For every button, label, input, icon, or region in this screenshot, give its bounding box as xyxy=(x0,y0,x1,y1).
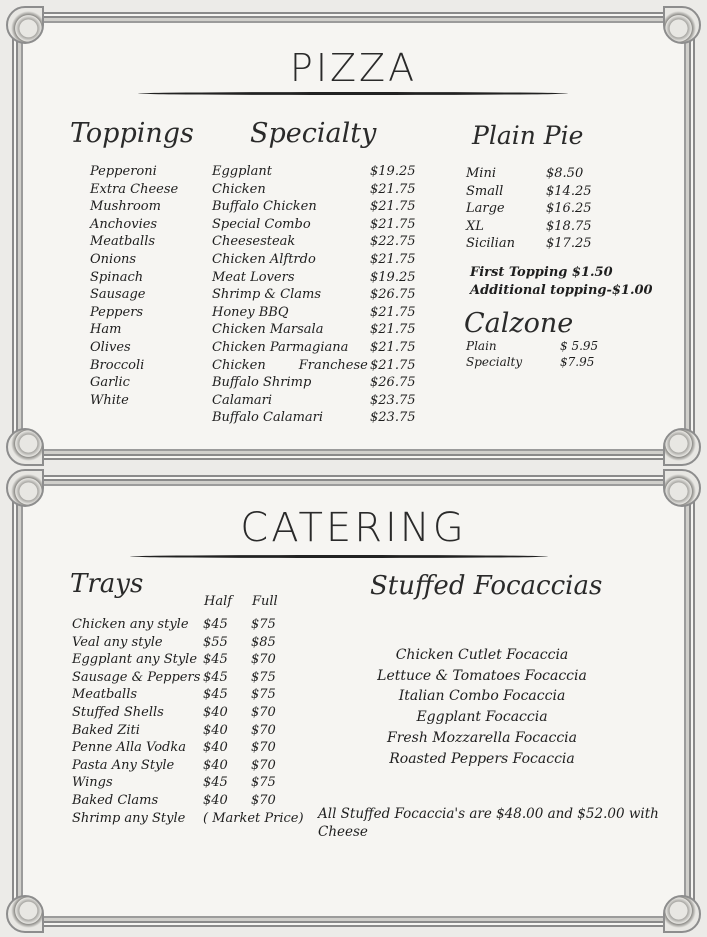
topping-item: Olives xyxy=(90,339,131,355)
corner-ornament xyxy=(6,469,44,507)
tray-full-price: $70 xyxy=(251,704,276,720)
specialty-item xyxy=(212,286,416,304)
calzone-type: Specialty xyxy=(466,355,523,369)
specialty-price: $19.25 xyxy=(370,269,416,285)
specialty-name: Eggplant xyxy=(212,164,272,179)
tray-name: Sausage & Peppers xyxy=(72,669,201,685)
focaccias-heading: Stuffed Focaccias xyxy=(370,571,603,601)
corner-ornament xyxy=(6,6,44,44)
full-label: Full xyxy=(252,594,278,609)
specialty-price: $23.75 xyxy=(370,392,416,408)
focaccia-item: Fresh Mozzarella Focaccia xyxy=(386,729,577,746)
tray-item xyxy=(72,634,304,652)
specialty-item xyxy=(212,233,416,251)
topping-item: Mushroom xyxy=(90,199,161,215)
plain-pie-item xyxy=(466,165,592,183)
specialty-item xyxy=(212,409,416,427)
corner-ornament xyxy=(663,469,701,507)
tray-half-price: $40 xyxy=(203,740,228,756)
focaccia-item: Italian Combo Focaccia xyxy=(398,688,566,705)
tray-full-price: $75 xyxy=(251,669,276,685)
pizza-title: PIZZA xyxy=(289,46,418,90)
specialty-price: $21.75 xyxy=(370,216,416,232)
plain-pie-size: Large xyxy=(466,201,505,217)
specialty-name: Meat Lovers xyxy=(212,269,295,285)
specialty-item xyxy=(212,163,416,181)
tray-name: Meatballs xyxy=(72,687,138,703)
tray-half-price: $45 xyxy=(203,775,228,791)
specialty-price: $23.75 xyxy=(370,410,416,426)
topping-item: Sausage xyxy=(90,287,146,303)
focaccia-list xyxy=(342,645,622,769)
additional-topping-price: Additional topping-$1.00 xyxy=(470,283,653,298)
topping-item: Broccoli xyxy=(90,357,145,373)
specialty-price: $21.75 xyxy=(370,339,416,355)
plain-pie-price: $16.25 xyxy=(546,201,592,217)
plain-pie-price: $14.25 xyxy=(546,183,592,199)
calzone-item xyxy=(466,354,598,370)
calzone-item xyxy=(466,338,598,354)
corner-ornament xyxy=(663,428,701,466)
tray-full-price: $70 xyxy=(251,792,276,808)
tray-full-price: $75 xyxy=(251,617,276,632)
tray-name: Chicken any style xyxy=(72,617,189,632)
plain-pie-price: $17.25 xyxy=(546,236,592,252)
corner-ornament xyxy=(663,895,701,933)
trays-heading: Trays xyxy=(70,569,144,599)
specialty-item xyxy=(212,339,416,357)
tray-item xyxy=(72,757,304,775)
specialty-name: Buffalo Chicken xyxy=(212,199,317,215)
specialty-name: Calamari xyxy=(212,392,273,408)
tray-half-price: $40 xyxy=(203,704,228,720)
specialty-name: Chicken xyxy=(212,181,266,197)
specialty-name: Chicken Franchese xyxy=(212,357,368,373)
tray-full-price: $75 xyxy=(251,687,276,703)
corner-ornament xyxy=(663,6,701,44)
tray-name: Stuffed Shells xyxy=(72,704,164,720)
tray-item xyxy=(72,792,304,810)
calzone-price: $ 5.95 xyxy=(560,339,599,353)
specialty-item xyxy=(212,392,416,410)
corner-ornament xyxy=(6,428,44,466)
specialty-name: Honey BBQ xyxy=(212,304,289,320)
specialty-price: $22.75 xyxy=(370,234,416,250)
trays-list xyxy=(72,616,304,827)
focaccia-price-note: All Stuffed Focaccia's are $48.00 and $52.00 with Cheese xyxy=(318,806,659,840)
tray-name: Veal any style xyxy=(72,634,163,650)
tray-item xyxy=(72,616,304,634)
specialty-price: $26.75 xyxy=(370,287,416,303)
specialty-price: $21.75 xyxy=(370,199,416,215)
calzone-price: $7.95 xyxy=(560,355,595,369)
calzone-type: Plain xyxy=(466,339,497,353)
plain-pie-size: Sicilian xyxy=(466,236,515,252)
specialty-item xyxy=(212,216,416,234)
specialty-name: Chicken Alftrdo xyxy=(212,251,316,267)
focaccia-item: Eggplant Focaccia xyxy=(416,709,548,726)
specialty-item xyxy=(212,357,416,375)
plain-pie-item xyxy=(466,183,592,201)
topping-item: Anchovies xyxy=(90,216,158,232)
plain-pie-size: Mini xyxy=(466,166,496,181)
topping-item: Garlic xyxy=(90,375,130,391)
tray-half-price: $45 xyxy=(203,669,228,685)
tray-half-price: $40 xyxy=(203,757,228,773)
half-label: Half xyxy=(204,594,233,609)
topping-item: Meatballs xyxy=(90,234,156,250)
plain-pie-price: $18.75 xyxy=(546,218,592,234)
plain-pie-item xyxy=(466,200,592,218)
specialty-price: $19.25 xyxy=(370,164,416,179)
plain-pie-item xyxy=(466,235,592,253)
specialty-price: $26.75 xyxy=(370,375,416,391)
plain-pie-item xyxy=(466,218,592,236)
specialty-price: $21.75 xyxy=(370,357,416,373)
tray-name: Shrimp any Style xyxy=(72,810,186,826)
topping-item: Extra Cheese xyxy=(90,181,179,197)
corner-ornament xyxy=(6,895,44,933)
topping-item: Ham xyxy=(90,322,122,338)
tray-name: Eggplant any Style xyxy=(72,652,198,668)
tray-full-price: $85 xyxy=(251,634,276,650)
tray-half-price: $40 xyxy=(203,722,228,738)
tray-full-price: $70 xyxy=(251,740,276,756)
tray-name: Baked Clams xyxy=(72,792,159,808)
specialty-item xyxy=(212,251,416,269)
plain-pie-size: Small xyxy=(466,183,504,199)
catering-title: CATERING xyxy=(240,505,467,551)
specialty-price: $21.75 xyxy=(370,251,416,267)
tray-item xyxy=(72,774,304,792)
calzone-list xyxy=(466,338,598,370)
topping-item: Spinach xyxy=(90,269,144,285)
focaccia-item: Chicken Cutlet Focaccia xyxy=(395,647,569,663)
specialty-name: Shrimp & Clams xyxy=(212,287,321,303)
tray-half-price: $45 xyxy=(203,652,228,668)
specialty-item xyxy=(212,304,416,322)
specialty-name: Special Combo xyxy=(212,216,311,232)
tray-item xyxy=(72,722,304,740)
tray-item xyxy=(72,686,304,704)
tray-item xyxy=(72,739,304,757)
tray-full-price: $70 xyxy=(251,757,276,773)
tray-item xyxy=(72,810,304,828)
tray-item xyxy=(72,669,304,687)
specialty-name: Chicken Parmagiana xyxy=(212,339,349,355)
focaccia-item: Roasted Peppers Focaccia xyxy=(389,750,575,767)
specialty-price: $21.75 xyxy=(370,304,416,320)
topping-item: Onions xyxy=(90,251,137,267)
plain-pie-price: $8.50 xyxy=(546,166,584,181)
toppings-heading: Toppings xyxy=(70,118,194,149)
plain-pie-heading: Plain Pie xyxy=(472,121,584,150)
specialty-name: Cheesesteak xyxy=(212,234,296,250)
topping-item: White xyxy=(90,392,129,408)
specialty-item xyxy=(212,374,416,392)
tray-item xyxy=(72,704,304,722)
tray-name: Penne Alla Vodka xyxy=(72,740,186,756)
tray-name: Baked Ziti xyxy=(72,722,140,738)
specialty-price: $21.75 xyxy=(370,322,416,338)
tray-full-price: $75 xyxy=(251,775,276,791)
first-topping-price: First Topping $1.50 xyxy=(470,265,613,280)
catering-panel xyxy=(12,475,695,927)
tray-half-price: $45 xyxy=(203,617,228,632)
specialty-item xyxy=(212,269,416,287)
tray-market-price: ( Market Price) xyxy=(203,810,304,826)
tray-full-price: $70 xyxy=(251,722,276,738)
tray-item xyxy=(72,651,304,669)
topping-item: Peppers xyxy=(90,304,144,320)
toppings-list xyxy=(90,163,178,409)
pizza-panel xyxy=(12,12,695,460)
specialty-item xyxy=(212,321,416,339)
tray-half-price: $45 xyxy=(203,687,228,703)
title-rule xyxy=(130,555,548,558)
topping-item: Pepperoni xyxy=(90,164,157,179)
specialty-item xyxy=(212,198,416,216)
tray-name: Pasta Any Style xyxy=(72,757,175,773)
tray-half-price: $40 xyxy=(203,792,228,808)
tray-name: Wings xyxy=(72,775,113,791)
specialty-name: Buffalo Shrimp xyxy=(212,375,312,391)
specialty-price: $21.75 xyxy=(370,181,416,197)
specialty-item xyxy=(212,181,416,199)
calzone-heading: Calzone xyxy=(464,308,574,339)
plain-pie-list xyxy=(466,165,592,253)
specialty-name: Chicken Marsala xyxy=(212,322,324,338)
tray-full-price: $70 xyxy=(251,652,276,668)
specialty-list xyxy=(212,163,416,427)
specialty-name: Buffalo Calamari xyxy=(212,410,324,426)
tray-half-price: $55 xyxy=(203,634,228,650)
focaccia-item: Lettuce & Tomatoes Focaccia xyxy=(377,667,587,684)
specialty-heading: Specialty xyxy=(250,118,377,149)
title-rule xyxy=(138,92,568,95)
plain-pie-size: XL xyxy=(466,218,484,234)
